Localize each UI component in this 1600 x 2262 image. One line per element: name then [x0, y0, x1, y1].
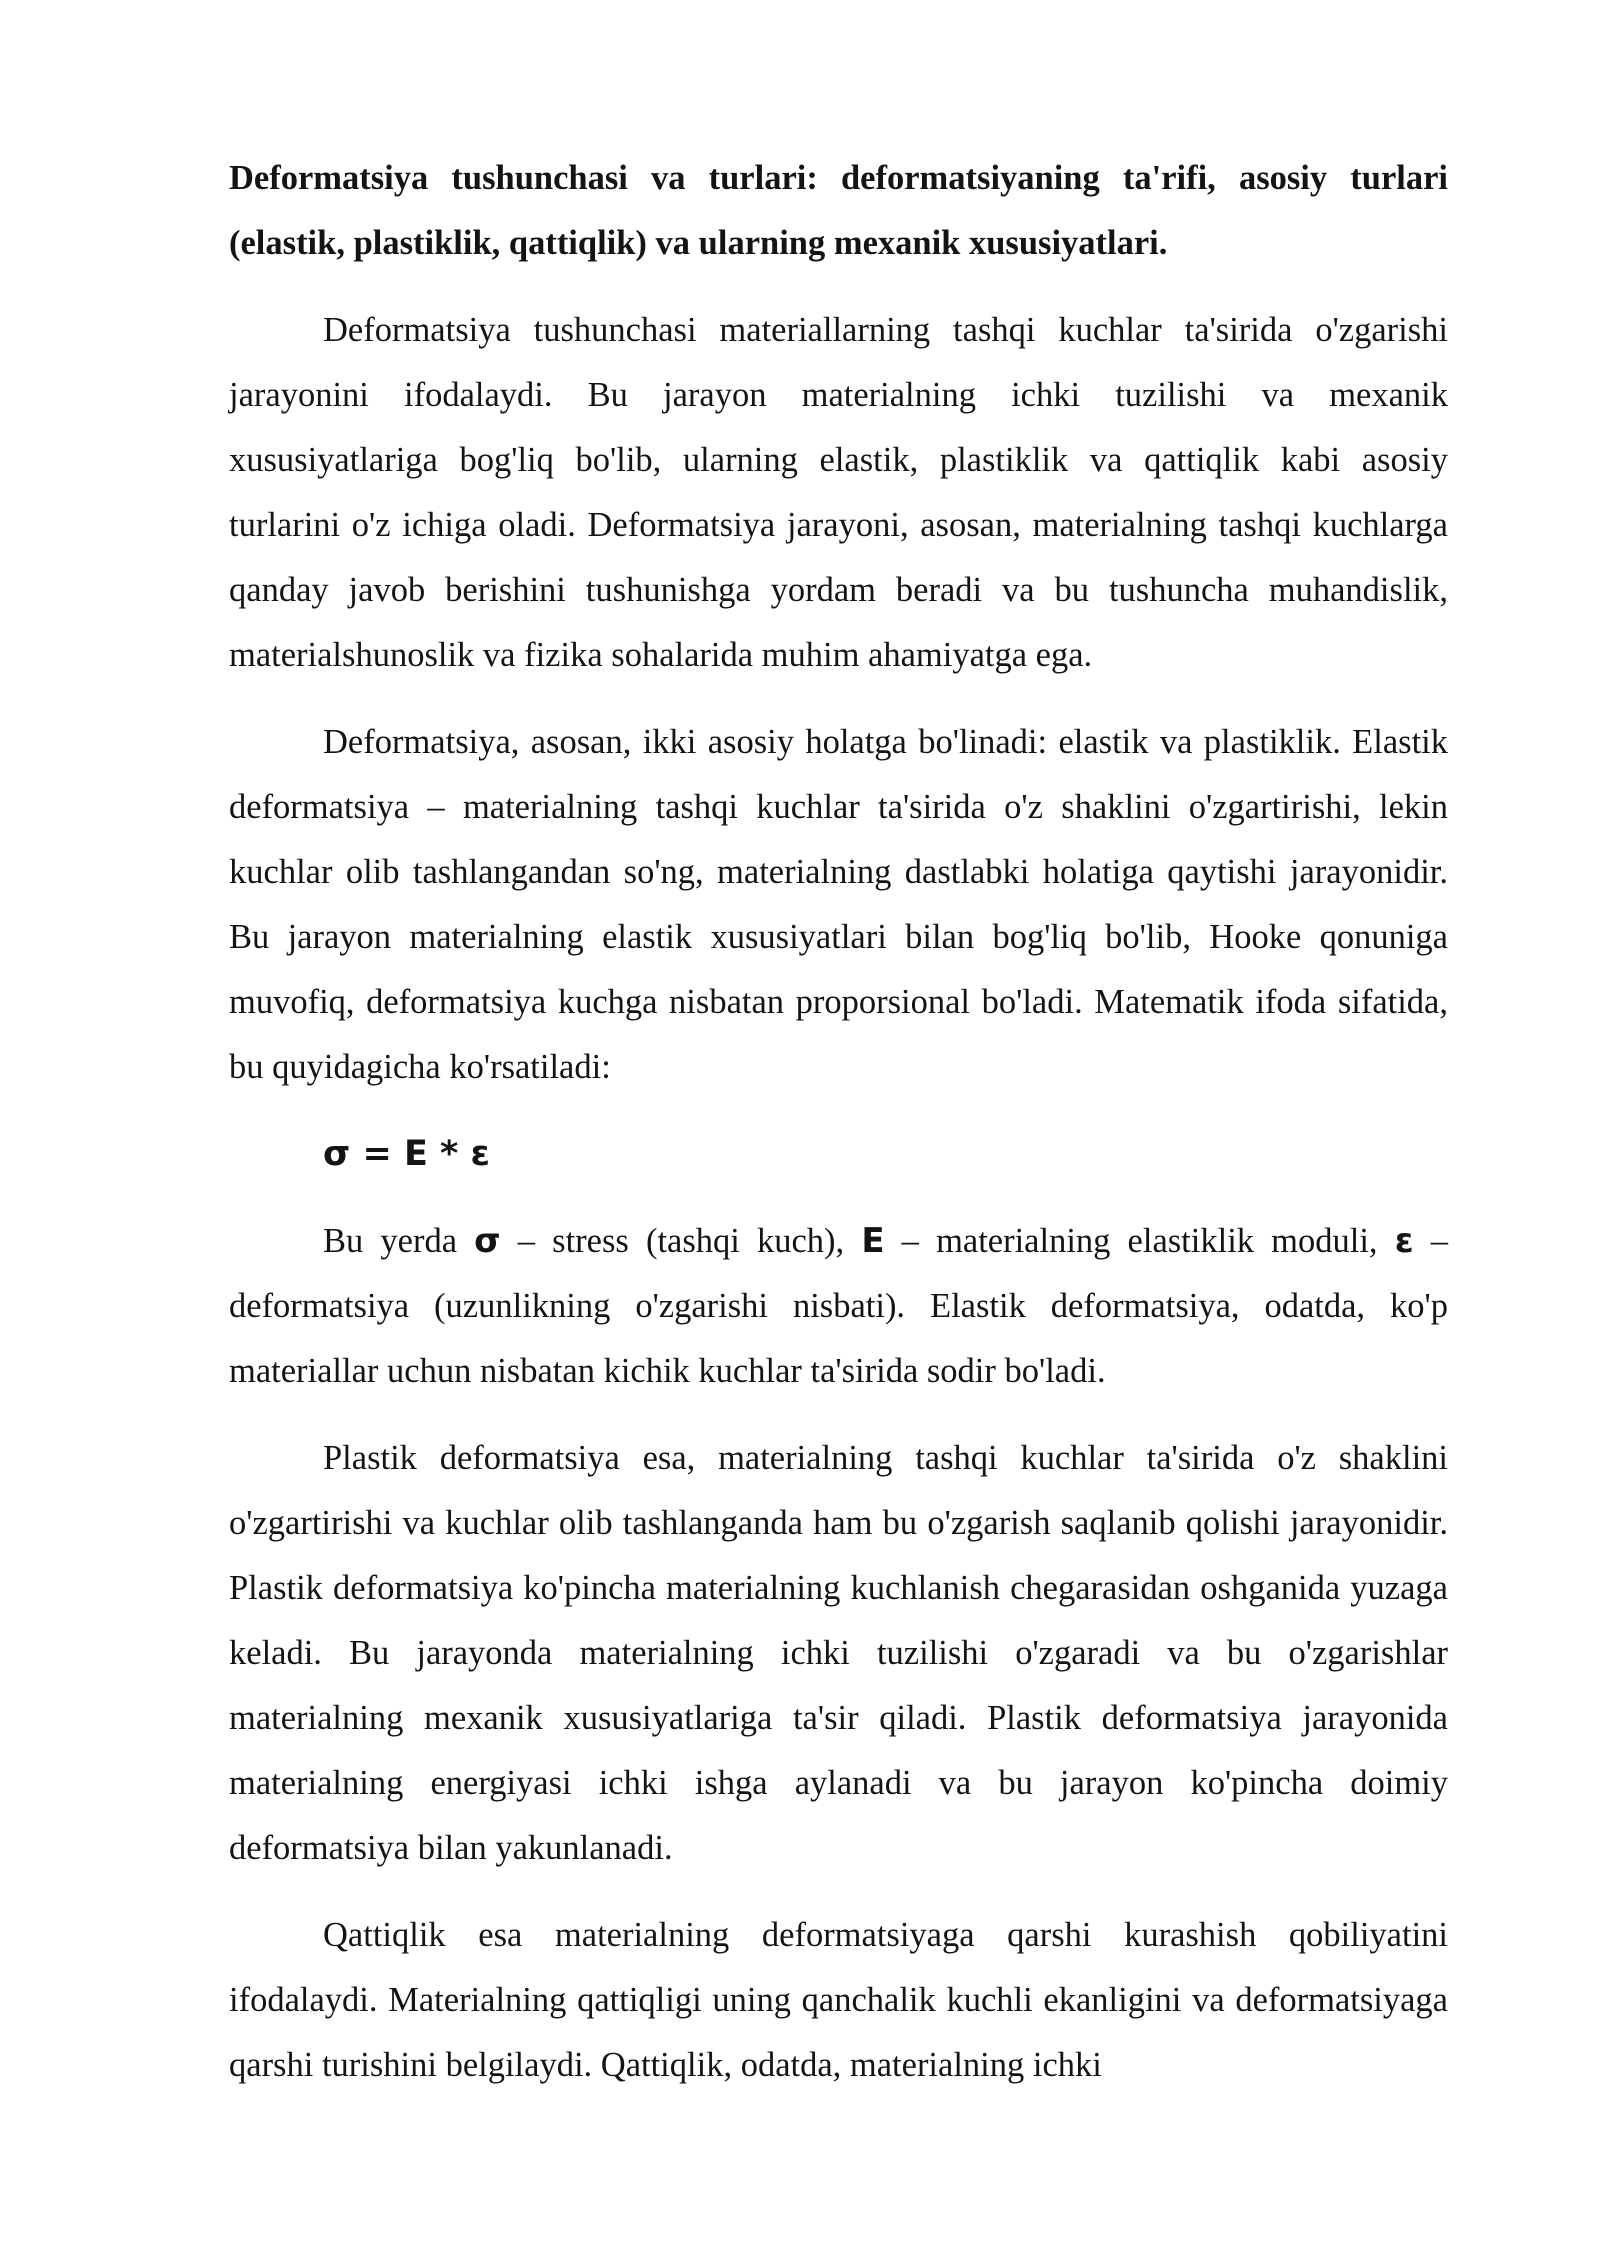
paragraph-plastic: Plastik deformatsiya esa, materialning tashqi kuchlar ta'sirida o'z shaklini o'zgartirishi va kuchlar olib tashlanganda ham bu o'zgarish saqlanib qolishi jarayonidir. Plastik deformatsiya ko'pincha materialning kuchlanish chegarasidan oshganida yuzaga keladi. Bu jarayonda materialning ichki tuzilishi o'zgaradi va bu o'zgarishlar materialning mexanik xususiyatlariga ta'sir qiladi. Plastik deformatsiya jarayonida materialning energiyasi ichki ishga aylanadi va bu jarayon ko'pincha doimiy deformatsiya bilan yakunlanadi. [229, 1439, 1448, 1867]
explanation-text-4: – deformatsiya (uzunlikning o'zgarishi nisbati). Elastik deformatsiya, odatda, ko'p materiallar uchun nisbatan kichik kuchlar ta'sirida sodir bo'ladi. [229, 1222, 1449, 1390]
document-title: Deformatsiya tushunchasi va turlari: deformatsiyaning ta'rifi, asosiy turlari (elastik, plastiklik, qattiqlik) va ularning mexanik xususiyatlari. [229, 159, 1448, 262]
paragraph-definition: Deformatsiya tushunchasi materiallarning tashqi kuchlar ta'sirida o'zgarishi jarayonini ifodalaydi. Bu jarayon materialning ichki tuzilishi va mexanik xususiyatlariga bog'liq bo'lib, ularning elastik, plastiklik va qattiqlik kabi asosiy turlarini o'z ichiga oladi. Deformatsiya jarayoni, asosan, materialning tashqi kuchlarga qanday javob berishini tushunishga yordam beradi va bu tushuncha muhandislik, materialshunoslik va fizika sohalarida muhim ahamiyatga ega. [229, 311, 1448, 674]
paragraph-elastic: Deformatsiya, asosan, ikki asosiy holatga bo'linadi: elastik va plastiklik. Elastik deformatsiya – materialning tashqi kuchlar ta'sirida o'z shaklini o'zgartirishi, lekin kuchlar olib tashlangandan so'ng, materialning dastlabki holatiga qaytishi jarayonidir. Bu jarayon materialning elastik xususiyatlari bilan bog'liq bo'lib, Hooke qonuniga muvofiq, deformatsiya kuchga nisbatan proporsional bo'ladi. Matematik ifoda sifatida, bu quyidagicha ko'rsatiladi: [229, 723, 1448, 1086]
document-page [229, 146, 1448, 2098]
explanation-text-2: – stress (tashqi kuch), [500, 1222, 862, 1260]
explanation-text-3: – materialning elastiklik moduli, [884, 1222, 1395, 1260]
paragraph-formula-explanation [229, 1209, 1448, 1404]
paragraph-hardness: Qattiqlik esa materialning deformatsiyaga qarshi kurashish qobiliyatini ifodalaydi. Materialning qattiqligi uning qanchalik kuchli ekanligini va deformatsiyaga qarshi turishini belgilaydi. Qattiqlik, odatda, materialning ichki [229, 1916, 1448, 2084]
explanation-text-1: Bu yerda [323, 1222, 475, 1260]
sigma-symbol: σ [474, 1221, 501, 1261]
modulus-symbol: E [861, 1221, 885, 1261]
hooke-formula: σ = E * ε [323, 1134, 491, 1174]
epsilon-symbol: ε [1394, 1221, 1414, 1261]
